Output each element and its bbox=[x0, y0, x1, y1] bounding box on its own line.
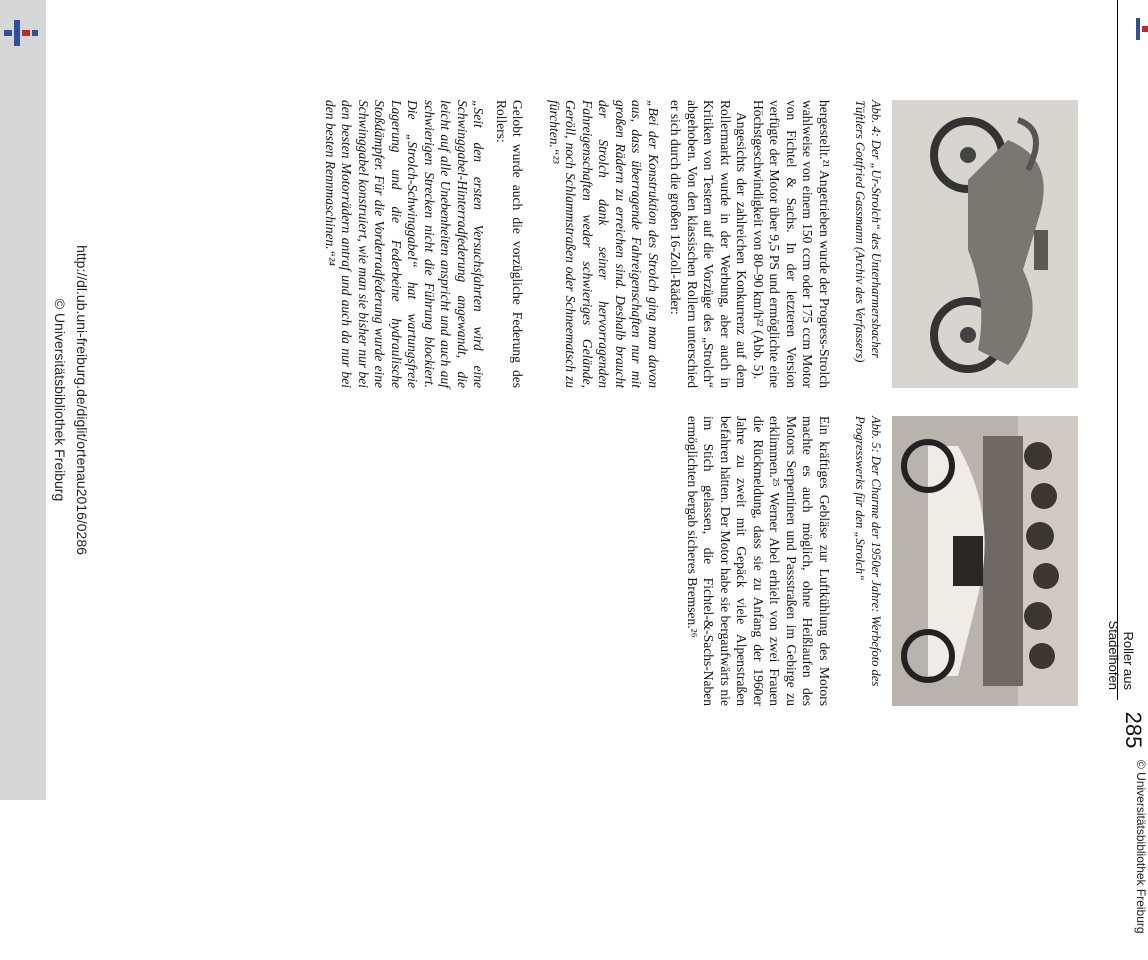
scooter-image-icon bbox=[892, 100, 1078, 388]
advertising-photo-icon bbox=[892, 416, 1078, 706]
figure-4-caption: Abb. 4: Der „Ur-Strolch“ des Unterharmersbacher Tüftlers Gottfried Gassmann (Archiv des Verfassers) bbox=[853, 100, 883, 363]
page-number: 285 bbox=[1121, 711, 1146, 749]
quote-2: „Seit den ersten Versuchsfahrten wird eine Schwinggabel-Hinterradfederung angewandt, die leicht auf alle Unebenheiten anspricht und auch auf schwierigen Strecken nicht die Führung blockiert. Die „Strolch-Schwinggabel“ hat wartungsfreie Lagerung und die Federbeine hydraulische Stoßdämpfer. Für die Vorderradfederung wurde eine Schwinggabel konstruiert, wie man sie bisher nur bei den besten Motorrädern antraf und auch da nur bei den besten Rennmaschinen.“²⁴ bbox=[323, 100, 487, 388]
paragraph-4: Ein kräftiges Gebläse zur Luftkühlung des Motors machte es auch möglich, ohne Heißlaufen des Motors Serpentinen und Passstraßen im Gebirge zu erklimmen.²⁵ Werner Abel erhielt von zwei Frauen die Rückmeldung, dass sie zu Anfang der 1960er Jahre zu zweit mit Gepäck viele Alpenstraßen befahren hätten. Der Motor habe sie bergaufwärts nie im Stich gelassen, die Fichtel-&-Sachs-Naben ermöglichten bergab sicheres Bremsen.²⁶ bbox=[685, 416, 832, 706]
rotated-page-content bbox=[50, 0, 1148, 934]
figure-4-photo bbox=[892, 100, 1078, 388]
paragraph-3: Gelobt wurde auch die vorzügliche Federung des Rollers: bbox=[494, 100, 526, 388]
text-column-left bbox=[316, 100, 833, 388]
scanned-page bbox=[50, 0, 1148, 934]
footer-credit: © Universitätsbibliothek Freiburg bbox=[52, 298, 68, 502]
library-logo-icon bbox=[4, 20, 38, 46]
running-head: Roller aus Stadelhofen bbox=[1106, 620, 1136, 690]
paragraph-2: Angesichts der zahlreichen Konkurrenz auf dem Rollermarkt wurde in der Werbung, aber auch in Kritiken von Testern auf die Vorzüge des „Strolch“ abgehoben. Von den klassischen Rollern unterschied er sich durch die großen 16-Zoll-Räder: bbox=[668, 100, 750, 388]
viewer-sidebar bbox=[0, 0, 46, 800]
quote-1: „Bei der Konstruktion des Strolch ging man davon aus, dass überragende Fahreigenschaften nur mit großen Rädern zu erreichen sind. Deshalb braucht der Strolch dank seiner hervorragenden Fahreigenschaften weder schwieriges Gelände, Geröll, noch Schlammstraßen oder Schneematsch zu fürchten.“²³ bbox=[547, 100, 661, 388]
figure-5-photo bbox=[892, 416, 1078, 706]
document-url[interactable]: http://dl.ub.uni-freiburg.de/diglit/ortenau2016/0286 bbox=[74, 245, 90, 555]
top-credit: © Universitätsbibliothek Freiburg bbox=[1134, 760, 1148, 934]
text-column-second bbox=[684, 416, 833, 706]
figure-5-caption: Abb. 5: Der Charme der 1950er Jahre: Werbefoto des Progresswerks für den „Strolch“ bbox=[853, 416, 883, 687]
paragraph-1: hergestellt.²¹ Angetrieben wurde der Progress-Strolch wahlweise von einem 150 ccm oder 175 ccm Motor von Fichtel & Sachs. In der letzteren Version verfügte der Motor über 9,5 PS und ermöglichte eine Höchstgeschwindigkeit von 80–90 km/h²² (Abb. 5). bbox=[751, 100, 832, 388]
